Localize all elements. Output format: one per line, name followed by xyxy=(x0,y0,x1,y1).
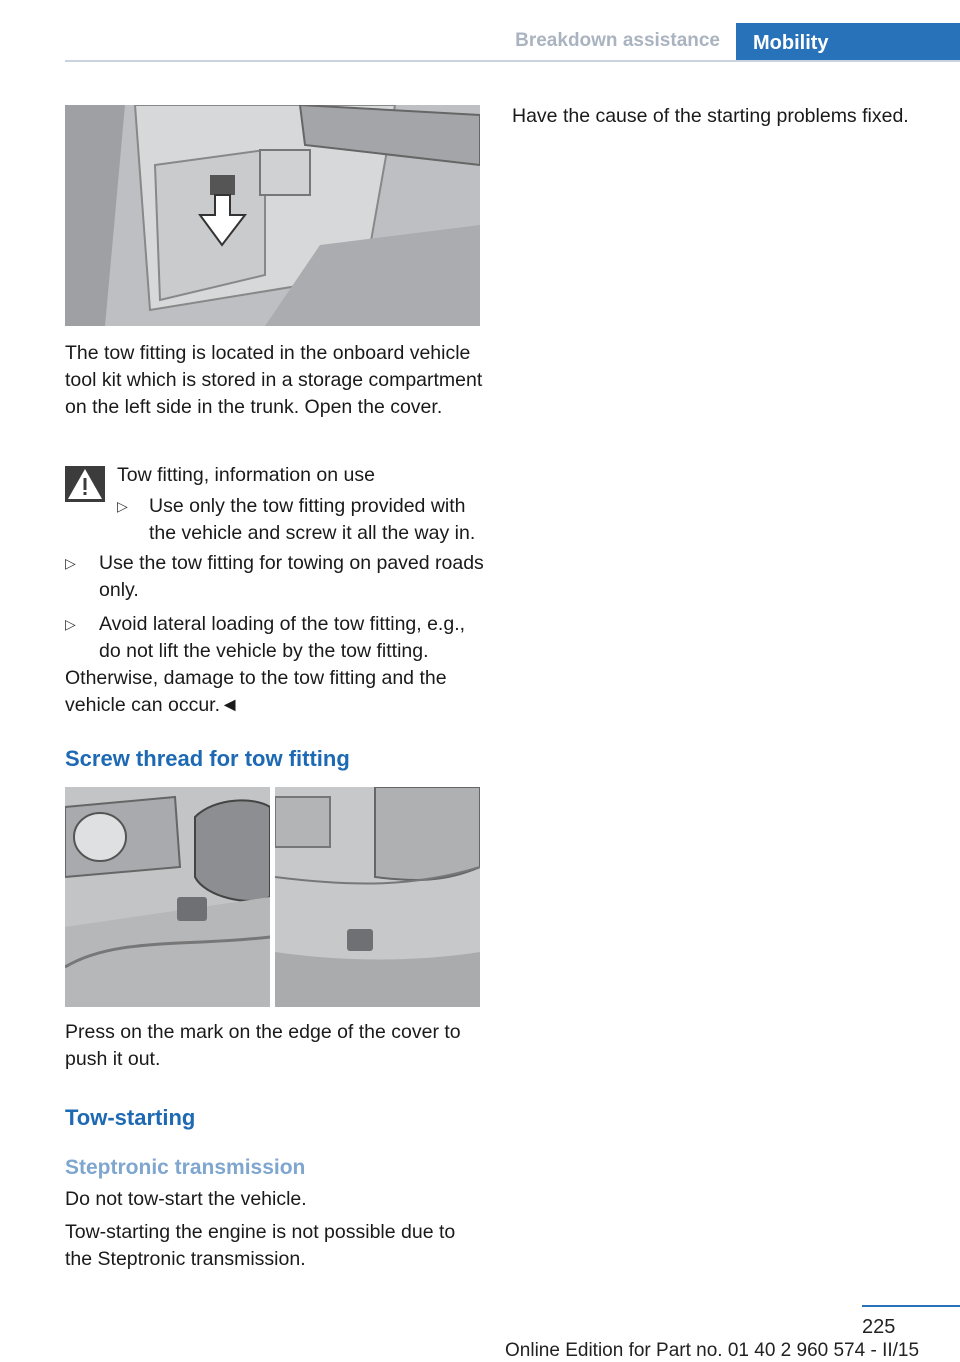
warning-triangle-icon xyxy=(65,466,105,502)
edition-info: Online Edition for Part no. 01 40 2 960 574 - II/15 xyxy=(505,1340,920,1361)
no-tow-start-paragraph: Do not tow-start the vehicle. xyxy=(65,1188,307,1210)
header-section-title: Breakdown assistance xyxy=(515,30,720,51)
page-number: 225 xyxy=(862,1316,896,1338)
list-item: ▷ Use only the tow fitting provided with the vehicle and screw it all the way in. xyxy=(117,495,476,544)
bullet-triangle-icon: ▷ xyxy=(117,498,128,514)
heading-tow-starting: Tow-starting xyxy=(65,1105,196,1130)
trunk-storage-illustration xyxy=(65,105,480,326)
front-bumper-illustration xyxy=(65,787,270,1007)
header-chapter-tab: Mobility xyxy=(736,23,960,62)
bullet-triangle-icon: ▷ xyxy=(65,555,76,571)
subheading-steptronic: Steptronic transmission xyxy=(65,1156,306,1179)
warning-title: Tow fitting, information on use xyxy=(117,464,375,486)
heading-screw-thread: Screw thread for tow fitting xyxy=(65,746,350,771)
list-item: ▷ Avoid lateral loading of the tow fitting, e.g., do not lift the vehicle by the tow fitting. xyxy=(65,613,466,662)
bullet-triangle-icon: ▷ xyxy=(65,616,76,632)
rear-bumper-illustration xyxy=(275,787,480,1007)
tow-fitting-location-paragraph: The tow fitting is located in the onboard vehicle tool kit which is stored in a storage compartment on the left side in the trunk. Open the cover. xyxy=(65,342,483,418)
header-divider xyxy=(65,60,960,62)
steptronic-explanation-paragraph: Tow-starting the engine is not possible due to the Steptronic transmission. xyxy=(65,1221,456,1270)
footer-divider xyxy=(862,1305,960,1307)
cover-push-paragraph: Press on the mark on the edge of the cover to push it out. xyxy=(65,1021,461,1070)
damage-warning-paragraph: Otherwise, damage to the tow fitting and the vehicle can occur.◄ xyxy=(65,667,447,716)
list-item: ▷ Use the tow fitting for towing on paved roads only. xyxy=(65,552,484,601)
starting-problems-paragraph: Have the cause of the starting problems fixed. xyxy=(512,105,909,127)
